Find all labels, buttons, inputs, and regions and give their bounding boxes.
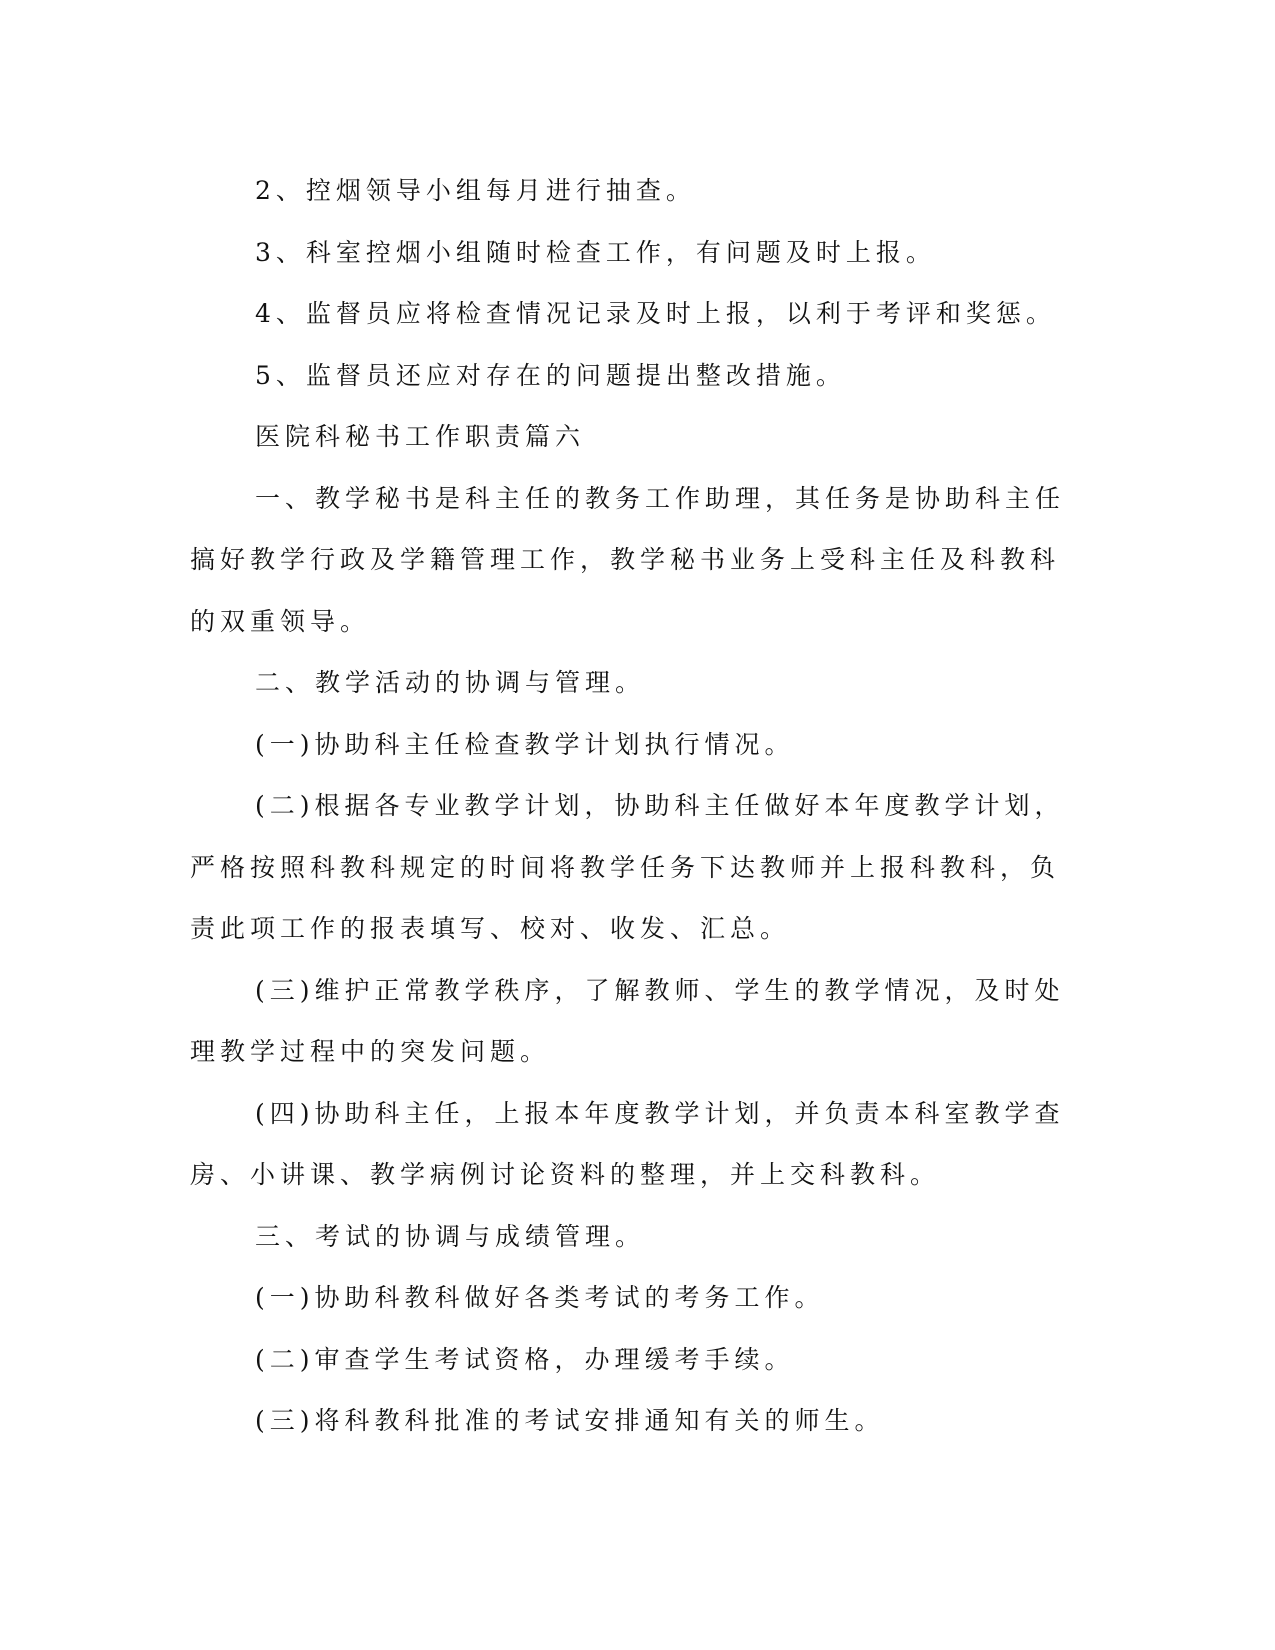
paragraph-section-two: 二、教学活动的协调与管理。 xyxy=(255,668,646,697)
paragraph-two-sub-one: (一)协助科主任检查教学计划执行情况。 xyxy=(255,729,795,759)
document-body xyxy=(190,160,1080,1452)
paragraph-three-sub-two: (二)审查学生考试资格，办理缓考手续。 xyxy=(255,1344,795,1374)
paragraph-two-sub-four: (四)协助科主任，上报本年度教学计划，并负责本科室教学查房、小讲课、教学病例讨论资料的整理，并上交科教科。 xyxy=(190,1098,1065,1189)
paragraph-three-sub-one: (一)协助科教科做好各类考试的考务工作。 xyxy=(255,1283,825,1312)
paragraph-section-one: 一、教学秘书是科主任的教务工作助理，其任务是协助科主任搞好教学行政及学籍管理工作，教学秘书业务上受科主任及科教科的双重领导。 xyxy=(190,483,1066,636)
paragraph-item-3: 3、科室控烟小组随时检查工作，有问题及时上报。 xyxy=(255,237,936,267)
paragraph-item-2: 2、控烟领导小组每月进行抽查。 xyxy=(255,176,696,205)
paragraph-two-sub-two: (二)根据各专业教学计划，协助科主任做好本年度教学计划，严格按照科教科规定的时间将教学任务下达教师并上报科教科，负责此项工作的报表填写、校对、收发、汇总。 xyxy=(190,791,1065,943)
section-heading: 医院科秘书工作职责篇六 xyxy=(255,422,586,451)
paragraph-item-4: 4、监督员应将检查情况记录及时上报，以利于考评和奖惩。 xyxy=(255,299,1056,328)
paragraph-section-three: 三、考试的协调与成绩管理。 xyxy=(255,1221,646,1251)
paragraph-item-5: 5、监督员还应对存在的问题提出整改措施。 xyxy=(255,360,846,390)
paragraph-two-sub-three: (三)维护正常教学秩序，了解教师、学生的教学情况，及时处理教学过程中的突发问题。 xyxy=(190,975,1065,1066)
paragraph-three-sub-three: (三)将科教科批准的考试安排通知有关的师生。 xyxy=(255,1406,885,1435)
